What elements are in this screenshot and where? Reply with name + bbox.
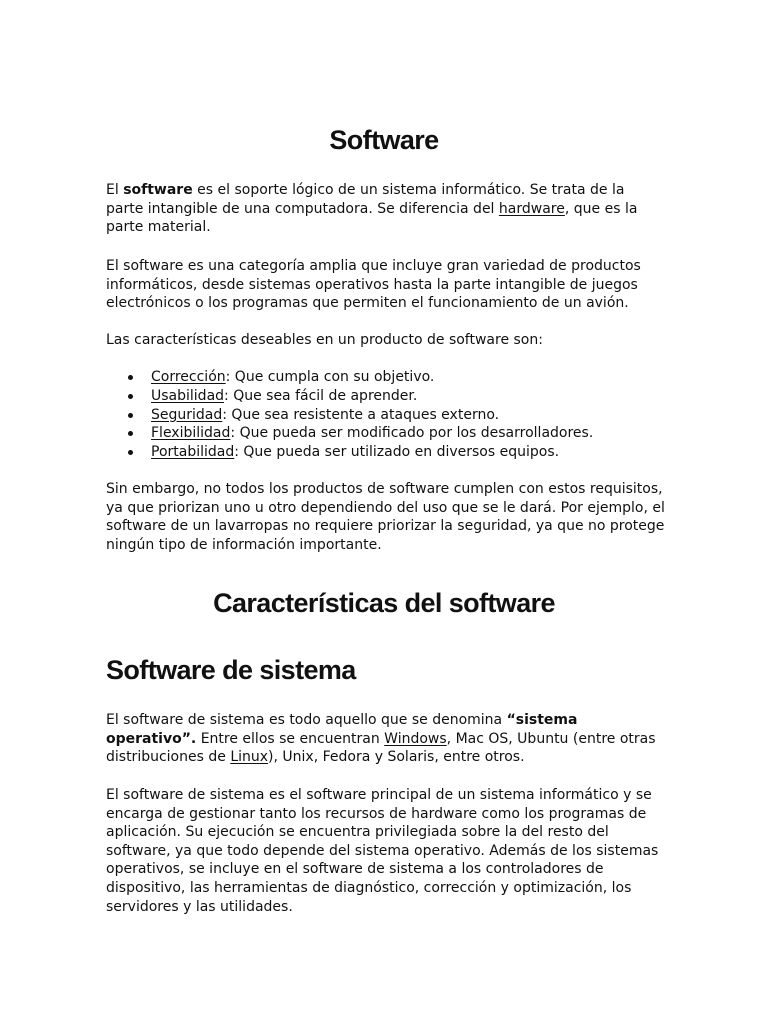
- feature-link[interactable]: Portabilidad: [151, 444, 235, 461]
- windows-link[interactable]: Windows: [384, 730, 447, 747]
- list-item: [128, 387, 593, 406]
- section-title: Características del software: [213, 588, 555, 618]
- text-run: Entre ellos se encuentran: [196, 730, 385, 747]
- system-paragraph-2: El software de sistema es el software principal de un sistema informático y se encarga de gestionar tanto los recursos de hardware como los programas de aplicación. Su ejecución se encuentra privilegiada sobre la del resto del software, ya que todo depende del sistema operativo. Además de los sistemas operativos, se incluye en el software de sistema a los controladores de dispositivo, las herramientas de diagnóstico, corrección y optimización, los servidores y las utilidades.: [106, 787, 659, 915]
- text-run: El software de sistema es todo aquello que se denomina: [106, 712, 507, 728]
- bold-term-sistema-operativo: “sistema operativo”.: [106, 712, 578, 747]
- feature-link[interactable]: Usabilidad: [151, 387, 225, 404]
- bullet-icon: [128, 375, 133, 380]
- feature-desc: : Que cumpla con su objetivo.: [225, 369, 435, 385]
- bullet-icon: [128, 431, 133, 436]
- features-intro: Las características deseables en un producto de software son:: [106, 332, 543, 348]
- list-item: [128, 424, 593, 443]
- feature-desc: : Que sea fácil de aprender.: [224, 387, 418, 404]
- feature-link[interactable]: Corrección: [151, 369, 226, 385]
- feature-link[interactable]: Flexibilidad: [151, 425, 231, 442]
- feature-desc: : Que pueda ser utilizado en diversos equipos.: [234, 444, 560, 461]
- feature-desc: : Que sea resistente a ataques externo.: [222, 406, 500, 423]
- text-run: El: [106, 182, 124, 198]
- text-run: es el soporte lógico de un sistema informático. Se trata de la parte intangible de una computadora. Se diferencia del: [106, 182, 625, 217]
- list-item: [128, 406, 593, 425]
- feature-link[interactable]: Seguridad: [151, 406, 223, 423]
- text-run: ), Unix, Fedora y Solaris, entre otros.: [268, 749, 525, 766]
- linux-link[interactable]: Linux: [230, 749, 269, 766]
- text-run: , que es la parte material.: [106, 200, 638, 236]
- bullet-icon: [128, 450, 133, 455]
- features-list: [128, 368, 593, 462]
- intro-paragraph-4: Sin embargo, no todos los productos de software cumplen con estos requisitos, ya que priorizan uno u otro dependiendo del uso que se le dará. Por ejemplo, el software de un lavarropas no requiere priorizar la seguridad, ya que no protege ningún tipo de información importante.: [106, 481, 665, 553]
- list-item: [128, 443, 593, 462]
- intro-paragraph-2: El software es una categoría amplia que incluye gran variedad de productos informáticos, desde sistemas operativos hasta la parte intangible de juegos electrónicos o los programas que permiten el funcionamiento de un avión.: [106, 258, 641, 312]
- feature-desc: : Que pueda ser modificado por los desarrolladores.: [230, 425, 594, 442]
- system-paragraph-1: [106, 711, 666, 767]
- bullet-icon: [128, 394, 133, 399]
- intro-paragraph-1: [106, 181, 666, 237]
- hardware-link[interactable]: hardware: [498, 200, 565, 217]
- page-title: Software: [329, 125, 439, 155]
- bold-term-software: software: [123, 182, 193, 198]
- bullet-icon: [128, 413, 133, 418]
- list-item: [128, 368, 593, 387]
- text-run: , Mac OS, Ubuntu (entre otras distribuciones de: [106, 730, 656, 766]
- subsection-title: Software de sistema: [106, 655, 356, 685]
